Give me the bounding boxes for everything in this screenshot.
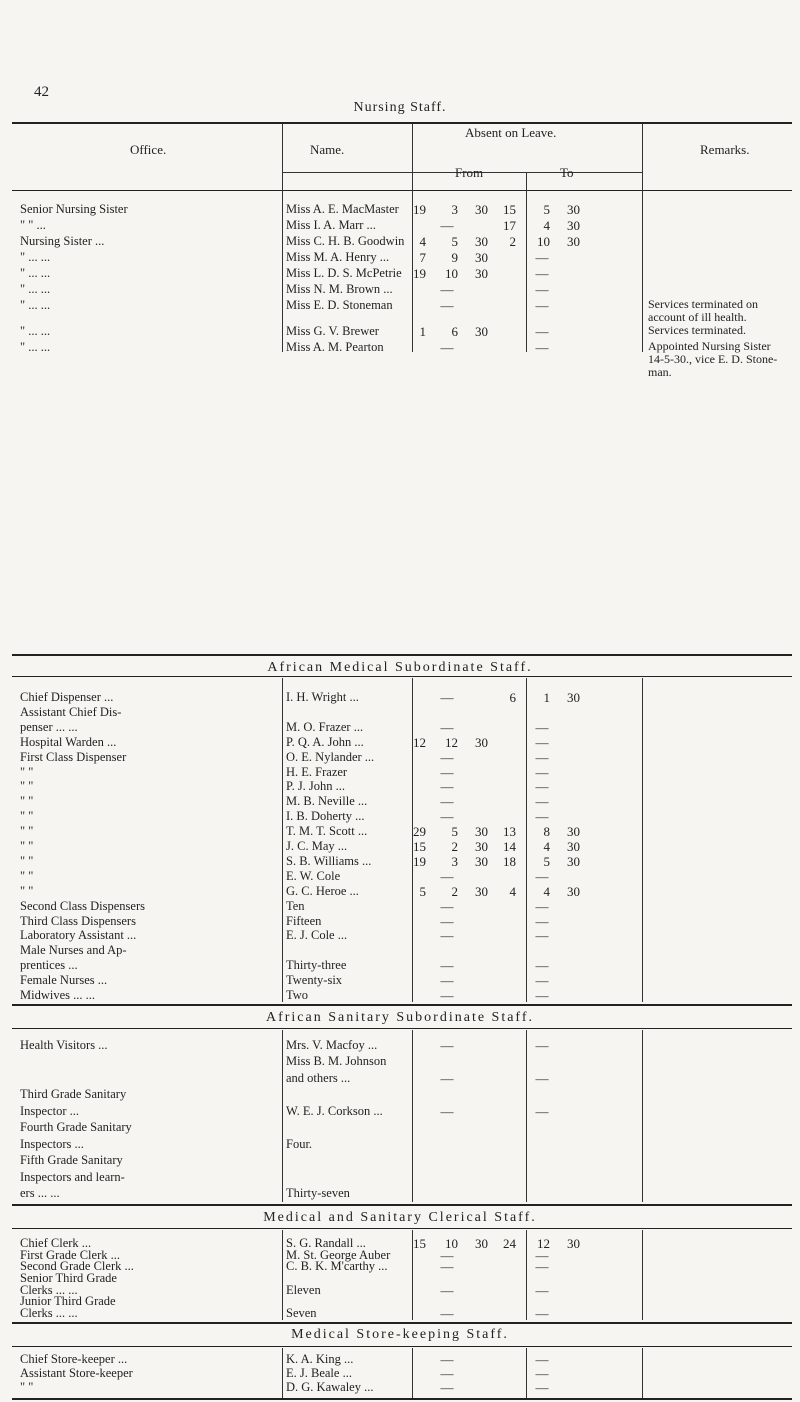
name-cell: Miss A. M. Pearton xyxy=(286,340,384,354)
to-day: 14 xyxy=(503,839,516,854)
to-month: 1 xyxy=(543,690,550,705)
from-month: 2 xyxy=(451,839,458,854)
office-cell: " ... ... xyxy=(20,298,51,312)
office-cell: Second Grade Clerk ... xyxy=(20,1259,134,1273)
office-cell: Chief Clerk ... xyxy=(20,1236,92,1250)
name-cell: S. G. Randall ... xyxy=(286,1236,366,1250)
office-cell: First Grade Clerk ... xyxy=(20,1248,120,1262)
to-dash: — xyxy=(535,988,549,1003)
name-cell: O. E. Nylander ... xyxy=(286,750,375,764)
to-dash: — xyxy=(535,1306,549,1321)
to-year: 30 xyxy=(567,824,580,839)
office-cell: Junior Third Grade xyxy=(20,1294,116,1308)
to-dash: — xyxy=(535,1038,549,1053)
office-cell: " ... ... xyxy=(20,340,51,354)
name-cell: G. C. Heroe ... xyxy=(286,884,359,898)
to-dash: — xyxy=(535,1104,549,1119)
office-cell: Midwives ... ... xyxy=(20,988,95,1002)
to-day: 6 xyxy=(509,690,516,705)
to-dash: — xyxy=(535,735,549,750)
column-rule xyxy=(642,1030,643,1202)
from-dash: — xyxy=(440,1366,454,1381)
office-cell: Senior Third Grade xyxy=(20,1271,117,1285)
section-rule xyxy=(12,1346,792,1347)
name-cell: Miss I. A. Marr ... xyxy=(286,218,376,232)
from-dash: — xyxy=(440,1283,454,1298)
name-cell: H. E. Frazer xyxy=(286,765,348,779)
from-month: 9 xyxy=(451,250,458,265)
column-rule xyxy=(642,1230,643,1320)
section-title: African Sanitary Subordinate Staff. xyxy=(265,1010,535,1025)
header-from: From xyxy=(455,165,484,180)
from-dash: — xyxy=(440,282,454,297)
from-day: 7 xyxy=(419,250,426,265)
to-dash: — xyxy=(535,1380,549,1395)
office-cell: prentices ... xyxy=(20,958,78,972)
to-year: 30 xyxy=(567,884,580,899)
from-dash: — xyxy=(440,914,454,929)
header-office: Office. xyxy=(130,142,167,157)
name-cell: P. Q. A. John ... xyxy=(286,735,364,749)
from-year: 30 xyxy=(475,735,488,750)
column-rule xyxy=(526,172,527,352)
section-title: Medical Store-keeping Staff. xyxy=(291,1327,509,1342)
header-bottom-rule xyxy=(12,190,792,191)
header-absent: Absent on Leave. xyxy=(465,125,557,140)
remark-line: Appointed Nursing Sister xyxy=(648,339,771,353)
from-year: 30 xyxy=(475,324,488,339)
from-dash: — xyxy=(440,899,454,914)
office-cell: Clerks ... ... xyxy=(20,1283,78,1297)
to-dash: — xyxy=(535,899,549,914)
to-month: 10 xyxy=(537,234,550,249)
to-year: 30 xyxy=(567,218,580,233)
from-year: 30 xyxy=(475,839,488,854)
office-cell: " ... ... xyxy=(20,324,51,338)
office-cell: " " xyxy=(20,854,34,868)
from-dash: — xyxy=(440,794,454,809)
section-rule xyxy=(12,654,792,656)
from-month: 2 xyxy=(451,884,458,899)
name-cell: Thirty-seven xyxy=(286,1186,350,1200)
from-dash: — xyxy=(440,1352,454,1367)
page-title: Nursing Staff. xyxy=(353,100,447,115)
to-day: 17 xyxy=(503,218,516,233)
name-cell: M. B. Neville ... xyxy=(286,794,368,808)
from-year: 30 xyxy=(475,266,488,281)
name-cell: J. C. May ... xyxy=(286,839,348,853)
to-year: 30 xyxy=(567,854,580,869)
name-cell: P. J. John ... xyxy=(286,779,346,793)
office-cell: Third Grade Sanitary xyxy=(20,1087,127,1101)
name-cell: I. B. Doherty ... xyxy=(286,809,365,823)
name-cell: Miss A. E. MacMaster xyxy=(286,202,399,216)
from-day: 1 xyxy=(419,324,426,339)
to-day: 13 xyxy=(503,824,516,839)
from-dash: — xyxy=(440,720,454,735)
to-year: 30 xyxy=(567,234,580,249)
from-month: 5 xyxy=(451,234,458,249)
from-month: 3 xyxy=(451,202,458,217)
to-month: 5 xyxy=(543,202,550,217)
from-dash: — xyxy=(440,1248,454,1263)
from-dash: — xyxy=(440,690,454,705)
office-cell: Assistant Chief Dis- xyxy=(20,705,122,719)
office-cell: Clerks ... ... xyxy=(20,1306,78,1320)
to-month: 4 xyxy=(543,884,550,899)
office-cell: " " ... xyxy=(20,218,46,232)
name-cell: W. E. J. Corkson ... xyxy=(286,1104,383,1118)
to-month: 4 xyxy=(543,218,550,233)
name-cell: M. St. George Auber xyxy=(286,1248,391,1262)
page-number: 42 xyxy=(34,84,49,100)
section-rule xyxy=(12,1228,792,1229)
name-cell: E. W. Cole xyxy=(286,869,341,883)
office-cell: Third Class Dispensers xyxy=(20,914,136,928)
to-year: 30 xyxy=(567,690,580,705)
to-dash: — xyxy=(535,973,549,988)
office-cell: Male Nurses and Ap- xyxy=(20,943,127,957)
name-cell: Miss G. V. Brewer xyxy=(286,324,379,338)
from-year: 30 xyxy=(475,1236,488,1251)
from-dash: — xyxy=(440,1306,454,1321)
to-dash: — xyxy=(535,1259,549,1274)
from-month: 6 xyxy=(451,324,458,339)
to-month: 5 xyxy=(543,854,550,869)
name-cell: Fifteen xyxy=(286,914,322,928)
name-cell: and others ... xyxy=(286,1071,351,1085)
office-cell: Inspectors and learn- xyxy=(20,1170,125,1184)
from-month: 5 xyxy=(451,824,458,839)
column-rule xyxy=(642,678,643,1002)
name-cell: E. J. Cole ... xyxy=(286,928,348,942)
office-cell: Fifth Grade Sanitary xyxy=(20,1153,123,1167)
section-title: Medical and Sanitary Clerical Staff. xyxy=(263,1210,537,1225)
from-dash: — xyxy=(440,750,454,765)
office-cell: " " xyxy=(20,765,34,779)
office-cell: Second Class Dispensers xyxy=(20,899,145,913)
office-cell: Inspectors ... xyxy=(20,1137,84,1151)
name-cell: T. M. T. Scott ... xyxy=(286,824,368,838)
from-month: 10 xyxy=(445,266,458,281)
office-cell: " " xyxy=(20,839,34,853)
from-dash: — xyxy=(440,869,454,884)
office-cell: penser ... ... xyxy=(20,720,78,734)
from-day: 15 xyxy=(413,1236,426,1251)
to-day: 24 xyxy=(503,1236,516,1251)
to-day: 2 xyxy=(509,234,516,249)
to-dash: — xyxy=(535,750,549,765)
office-cell: Senior Nursing Sister xyxy=(20,202,128,216)
name-cell: S. B. Williams ... xyxy=(286,854,372,868)
name-cell: Ten xyxy=(286,899,305,913)
office-cell: Female Nurses ... xyxy=(20,973,108,987)
from-day: 5 xyxy=(419,884,426,899)
office-cell: " " xyxy=(20,779,34,793)
remark-cell xyxy=(648,298,794,324)
to-day: 4 xyxy=(509,884,516,899)
office-cell: Chief Dispenser ... xyxy=(20,690,114,704)
to-dash: — xyxy=(535,1366,549,1381)
column-rule xyxy=(282,1348,283,1398)
from-dash: — xyxy=(440,218,454,233)
to-year: 30 xyxy=(567,1236,580,1251)
name-cell: Twenty-six xyxy=(286,973,343,987)
to-dash: — xyxy=(535,958,549,973)
section-rule xyxy=(12,1204,792,1206)
from-day: 15 xyxy=(413,839,426,854)
to-dash: — xyxy=(535,794,549,809)
name-cell: Eleven xyxy=(286,1283,321,1297)
to-dash: — xyxy=(535,340,549,355)
to-month: 4 xyxy=(543,839,550,854)
from-dash: — xyxy=(440,988,454,1003)
office-cell: " " xyxy=(20,824,34,838)
column-rule xyxy=(282,124,283,352)
office-cell: Laboratory Assistant ... xyxy=(20,928,137,942)
to-dash: — xyxy=(535,809,549,824)
header-top-rule xyxy=(12,122,792,124)
from-dash: — xyxy=(440,809,454,824)
to-dash: — xyxy=(535,720,549,735)
column-rule xyxy=(282,678,283,1002)
name-cell: Miss N. M. Brown ... xyxy=(286,282,393,296)
to-year: 30 xyxy=(567,839,580,854)
section-rule xyxy=(12,1322,792,1324)
remark-line: Services terminated. xyxy=(648,323,746,337)
from-day: 19 xyxy=(413,266,426,281)
from-month: 10 xyxy=(445,1236,458,1251)
office-cell: " ... ... xyxy=(20,250,51,264)
office-cell: Hospital Warden ... xyxy=(20,735,117,749)
office-cell: First Class Dispenser xyxy=(20,750,127,764)
name-cell: D. G. Kawaley ... xyxy=(286,1380,374,1394)
section-rule xyxy=(12,676,792,677)
to-dash: — xyxy=(535,282,549,297)
name-cell: C. B. K. M'carthy ... xyxy=(286,1259,388,1273)
column-rule xyxy=(412,1030,413,1202)
office-cell: " " xyxy=(20,794,34,808)
to-dash: — xyxy=(535,1352,549,1367)
name-cell: K. A. King ... xyxy=(286,1352,354,1366)
remark-line: Services terminated on xyxy=(648,297,758,311)
to-dash: — xyxy=(535,765,549,780)
name-cell: Thirty-three xyxy=(286,958,347,972)
column-rule xyxy=(642,1348,643,1398)
to-month: 12 xyxy=(537,1236,550,1251)
to-dash: — xyxy=(535,266,549,281)
office-cell: " " xyxy=(20,809,34,823)
name-cell: M. O. Frazer ... xyxy=(286,720,364,734)
to-dash: — xyxy=(535,869,549,884)
from-year: 30 xyxy=(475,234,488,249)
from-day: 19 xyxy=(413,202,426,217)
to-day: 15 xyxy=(503,202,516,217)
name-cell: Miss E. D. Stoneman xyxy=(286,298,393,312)
to-dash: — xyxy=(535,779,549,794)
from-dash: — xyxy=(440,298,454,313)
office-cell: Chief Store-keeper ... xyxy=(20,1352,128,1366)
office-cell: Nursing Sister ... xyxy=(20,234,105,248)
office-cell: Inspector ... xyxy=(20,1104,80,1118)
column-rule xyxy=(642,124,643,352)
from-month: 3 xyxy=(451,854,458,869)
header-to: To xyxy=(560,165,574,180)
header-remarks: Remarks. xyxy=(700,142,750,157)
name-cell: Miss L. D. S. McPetrie xyxy=(286,266,402,280)
bottom-rule xyxy=(12,1398,792,1400)
from-dash: — xyxy=(440,1259,454,1274)
from-day: 19 xyxy=(413,854,426,869)
from-dash: — xyxy=(440,1104,454,1119)
name-cell: E. J. Beale ... xyxy=(286,1366,352,1380)
section-title: African Medical Subordinate Staff. xyxy=(267,660,533,675)
name-cell: Miss C. H. B. Goodwin xyxy=(286,234,405,248)
name-cell: I. H. Wright ... xyxy=(286,690,359,704)
from-dash: — xyxy=(440,1380,454,1395)
from-dash: — xyxy=(440,779,454,794)
to-dash: — xyxy=(535,1283,549,1298)
name-cell: Two xyxy=(286,988,309,1002)
to-dash: — xyxy=(535,928,549,943)
column-rule xyxy=(526,1030,527,1202)
office-cell: " " xyxy=(20,884,34,898)
column-rule xyxy=(526,1348,527,1398)
section-rule xyxy=(12,1004,792,1006)
to-month: 8 xyxy=(543,824,550,839)
to-dash: — xyxy=(535,914,549,929)
remark-line: account of ill health. xyxy=(648,310,747,324)
name-cell: Seven xyxy=(286,1306,317,1320)
remark-line: man. xyxy=(648,365,672,379)
name-cell: Four. xyxy=(286,1137,313,1151)
office-cell: " " xyxy=(20,1380,34,1394)
remark-line: 14-5-30., vice E. D. Stone- xyxy=(648,352,778,366)
name-cell: Miss M. A. Henry ... xyxy=(286,250,390,264)
office-cell: " ... ... xyxy=(20,266,51,280)
name-cell: Mrs. V. Macfoy ... xyxy=(286,1038,378,1052)
from-dash: — xyxy=(440,928,454,943)
office-cell: " " xyxy=(20,869,34,883)
office-cell: " ... ... xyxy=(20,282,51,296)
from-day: 4 xyxy=(419,234,426,249)
from-month: 12 xyxy=(445,735,458,750)
to-dash: — xyxy=(535,250,549,265)
office-cell: ers ... ... xyxy=(20,1186,60,1200)
from-year: 30 xyxy=(475,250,488,265)
from-dash: — xyxy=(440,1071,454,1086)
from-dash: — xyxy=(440,765,454,780)
office-cell: Fourth Grade Sanitary xyxy=(20,1120,132,1134)
from-dash: — xyxy=(440,973,454,988)
column-rule xyxy=(412,1348,413,1398)
header-name: Name. xyxy=(310,142,345,157)
to-dash: — xyxy=(535,324,549,339)
to-dash: — xyxy=(535,1248,549,1263)
to-dash: — xyxy=(535,1071,549,1086)
from-day: 12 xyxy=(413,735,426,750)
column-rule xyxy=(282,1030,283,1202)
office-cell: Assistant Store-keeper xyxy=(20,1366,133,1380)
to-day: 18 xyxy=(503,854,516,869)
to-year: 30 xyxy=(567,202,580,217)
from-year: 30 xyxy=(475,854,488,869)
from-dash: — xyxy=(440,958,454,973)
from-dash: — xyxy=(440,1038,454,1053)
column-rule xyxy=(282,1230,283,1320)
remark-cell xyxy=(648,324,794,337)
office-cell: Health Visitors ... xyxy=(20,1038,108,1052)
from-year: 30 xyxy=(475,202,488,217)
from-year: 30 xyxy=(475,824,488,839)
remark-cell xyxy=(648,340,794,379)
from-year: 30 xyxy=(475,884,488,899)
from-day: 29 xyxy=(413,824,426,839)
from-dash: — xyxy=(440,340,454,355)
section-rule xyxy=(12,1028,792,1029)
to-dash: — xyxy=(535,298,549,313)
name-cell: Miss B. M. Johnson xyxy=(286,1054,387,1068)
